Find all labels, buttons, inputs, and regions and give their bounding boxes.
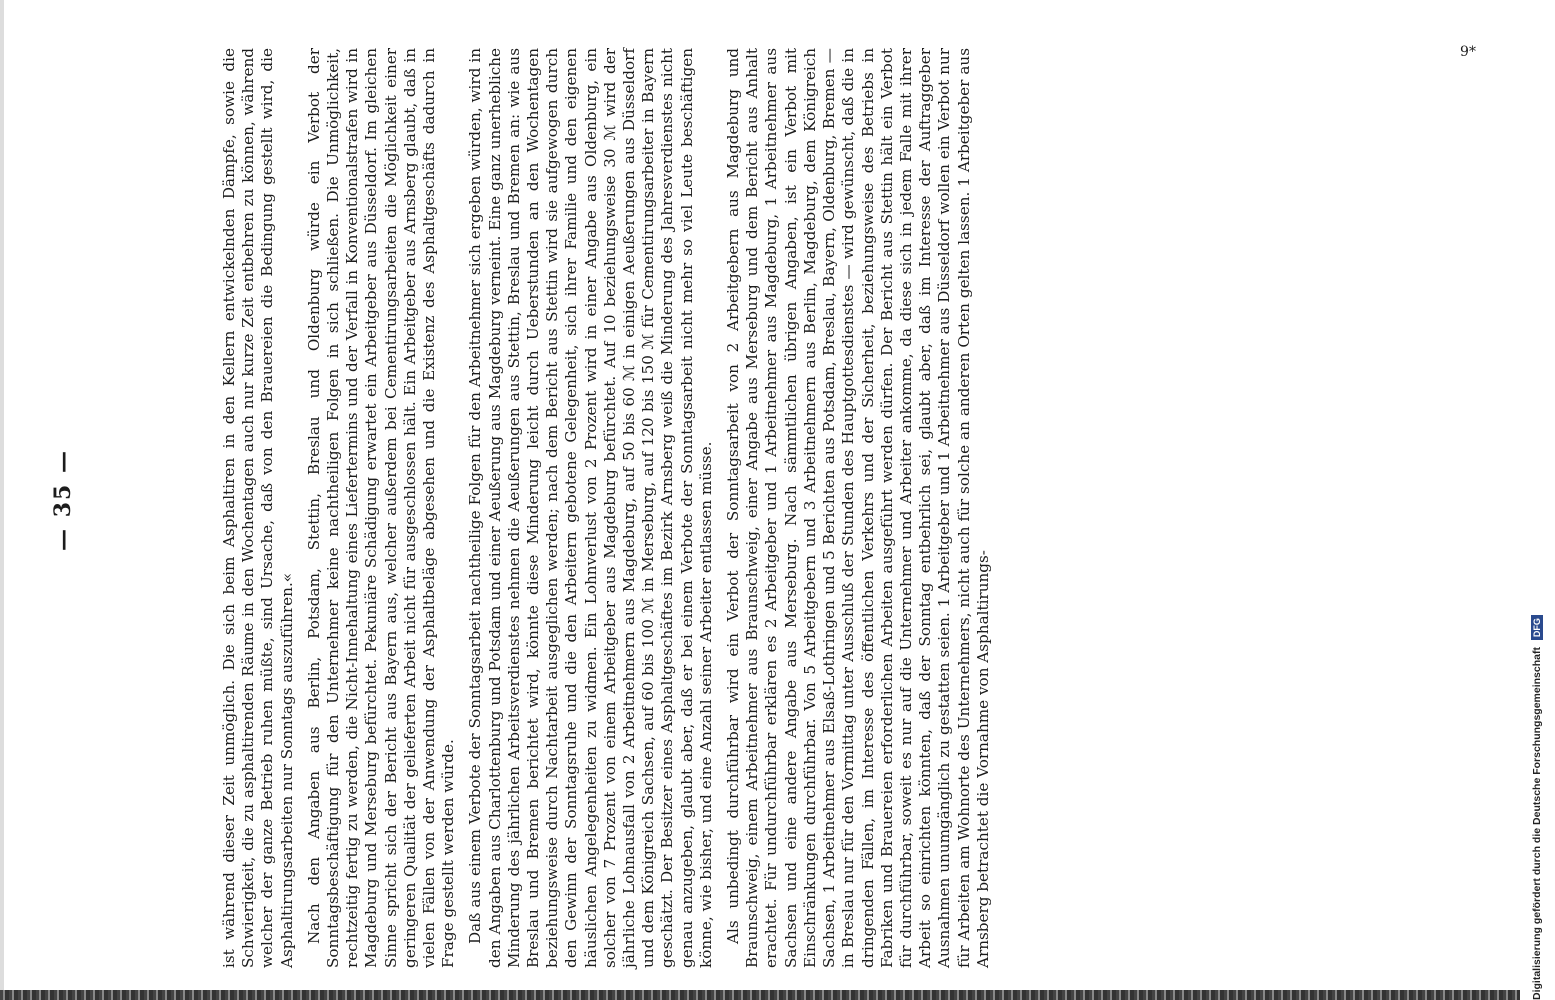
paragraph-3: Daß aus einem Verbote der Sonntagsarbeit nachtheilige Folgen für den Arbeitnehmer sich ergeben würden, wird in den Angaben aus Charlottenburg und Potsdam und einer Aeußerung aus Magdeburg verneint. Eine ganz unerhebliche Minderung des jährlichen Arbeitsverdienstes nehmen die Aeußerungen aus Stettin, Breslau und Bremen an: wie aus Breslau und Bremen berichtet wird, könnte diese Minderung leicht durch Ueberstunden an den Wochentagen beziehungsweise durch Nachtarbeit ausgeglichen werden; nach dem Bericht aus Stettin wird sie aufgewogen durch den Gewinn der Sonntagsruhe und die den Arbeitern gebotene Gelegenheit, sich ihrer Familie und den eigenen häuslichen Angelegenheiten zu widmen. Ein Lohnverlust von 2 Prozent wird in einer Angabe aus Oldenburg, ein solcher von 7 Prozent von einem Arbeitgeber aus Magdeburg befürchtet. Auf 10 beziehungsweise 30 ℳ wird der jährliche Lohnausfall von 2 Arbeitnehmern aus Magdeburg, auf 50 bis 60 ℳ in einigen Aeußerungen aus Düsseldorf und dem Königreich Sachsen, auf 60 bis 100 ℳ in Merseburg, auf 120 bis 150 ℳ für Cementirungsarbeiter in Bayern geschätzt. Der Besitzer eines Asphaltgeschäftes im Bezirk Arnsberg weiß die Minderung des Jahresverdienstes nicht genau anzugeben, glaubt aber, daß er bei einem Verbote der Sonntagsarbeit nicht mehr so viel Leute beschäftigen könne, wie bisher, und eine Anzahl seiner Arbeiter entlassen müsse. (466, 48, 715, 968)
digitization-credit (1525, 0, 1555, 1000)
body-text (220, 48, 1001, 968)
rotated-page-content (20, 20, 1500, 980)
credit-text: Digitalisierung gefördert durch die Deutsche Forschungsgemeinschaft (1531, 647, 1543, 1000)
page-number-header: — 35 — (50, 449, 76, 551)
page-edge (0, 0, 4, 1000)
dfg-logo-badge: DFG (1531, 615, 1543, 640)
paragraph-1: ist während dieser Zeit unmöglich. Die sich beim Asphaltiren in den Kellern entwickelnden Dämpfe, sowie die Schwierigkeit, die zu asphaltirenden Räume in den Wochentagen auch nur kurze Zeit entbehren zu können, während welcher der ganze Betrieb ruhen müßte, sind Ursache, daß von den Brauereien die Bedingung gestellt wird, die Asphaltirungsarbeiten nur Sonntags auszuführen.« (220, 48, 296, 968)
scan-binding-edge (0, 990, 1520, 1000)
paragraph-4: Als unbedingt durchführbar wird ein Verbot der Sonntagsarbeit von 2 Arbeitgebern aus Magdeburg und Braunschweig, einem Arbeitnehmer aus Braunschweig, einer Angabe aus Merseburg und dem Bericht aus Anhalt erachtet. Für undurchführbar erklären es 2 Arbeitgeber und 1 Arbeitnehmer aus Magdeburg, 1 Arbeitnehmer aus Sachsen und eine andere Angabe aus Merseburg. Nach sämmtlichen übrigen Angaben, ist ein Verbot mit Einschränkungen durchführbar. Von 5 Arbeitgebern und 3 Arbeitnehmern aus Berlin, Magdeburg, dem Königreich Sachsen, 1 Arbeitnehmer aus Elsaß-Lothringen und 5 Berichten aus Potsdam, Breslau, Bayern, Oldenburg, Bremen — in Breslau nur für den Vormittag unter Ausschluß der Stunden des Hauptgottesdienstes — wird gewünscht, daß die in dringenden Fällen, im Interesse des öffentlichen Verkehrs und der Sicherheit, beziehungsweise des Betriebs in Fabriken und Brauereien erforderlichen Arbeiten ausgeführt werden dürfen. Der Bericht aus Stettin hält ein Verbot für durchführbar, soweit es nur auf die Unternehmer und Arbeiter ankomme, da diese sich in jedem Falle mit ihrer Arbeit so einrichten könnten, daß der Sonntag entbehrlich sei, glaubt aber, daß im Interesse der Auftraggeber Ausnahmen unumgänglich zu gestatten seien. 1 Arbeitgeber und 1 Arbeitnehmer aus Düsseldorf wollen ein Verbot nur für Arbeiten am Wohnorte des Unternehmers, nicht auch für solche an anderen Orten gelten lassen. 1 Arbeitgeber aus Arnsberg betrachtet die Vornahme von Asphaltirungs- (724, 48, 992, 968)
paragraph-2: Nach den Angaben aus Berlin, Potsdam, Stettin, Breslau und Oldenburg würde ein Verbot der Sonntagsbeschäftigung für den Unternehmer keine nachtheiligen Folgen in sich schließen. Die Unmöglichkeit, rechtzeitig fertig zu werden, die Nicht-Innehaltung eines Liefertermins und der Verfall in Konventionalstrafen wird in Magdeburg und Merseburg befürchtet. Pekuniäre Schädigung erwartet ein Arbeitgeber aus Düsseldorf. Im gleichen Sinne spricht sich der Bericht aus Bayern aus, welcher außerdem bei Cementirungsarbeiten die Möglichkeit einer geringeren Qualität der gelieferten Arbeit nicht für ausgeschlossen hält. Ein Arbeitgeber aus Arnsberg glaubt, daß in vielen Fällen von der Anwendung der Asphaltbeläge abgesehen und die Existenz des Asphaltgeschäfts dadurch in Frage gestellt werden würde. (304, 48, 458, 968)
signature-mark: 9* (1460, 44, 1476, 61)
